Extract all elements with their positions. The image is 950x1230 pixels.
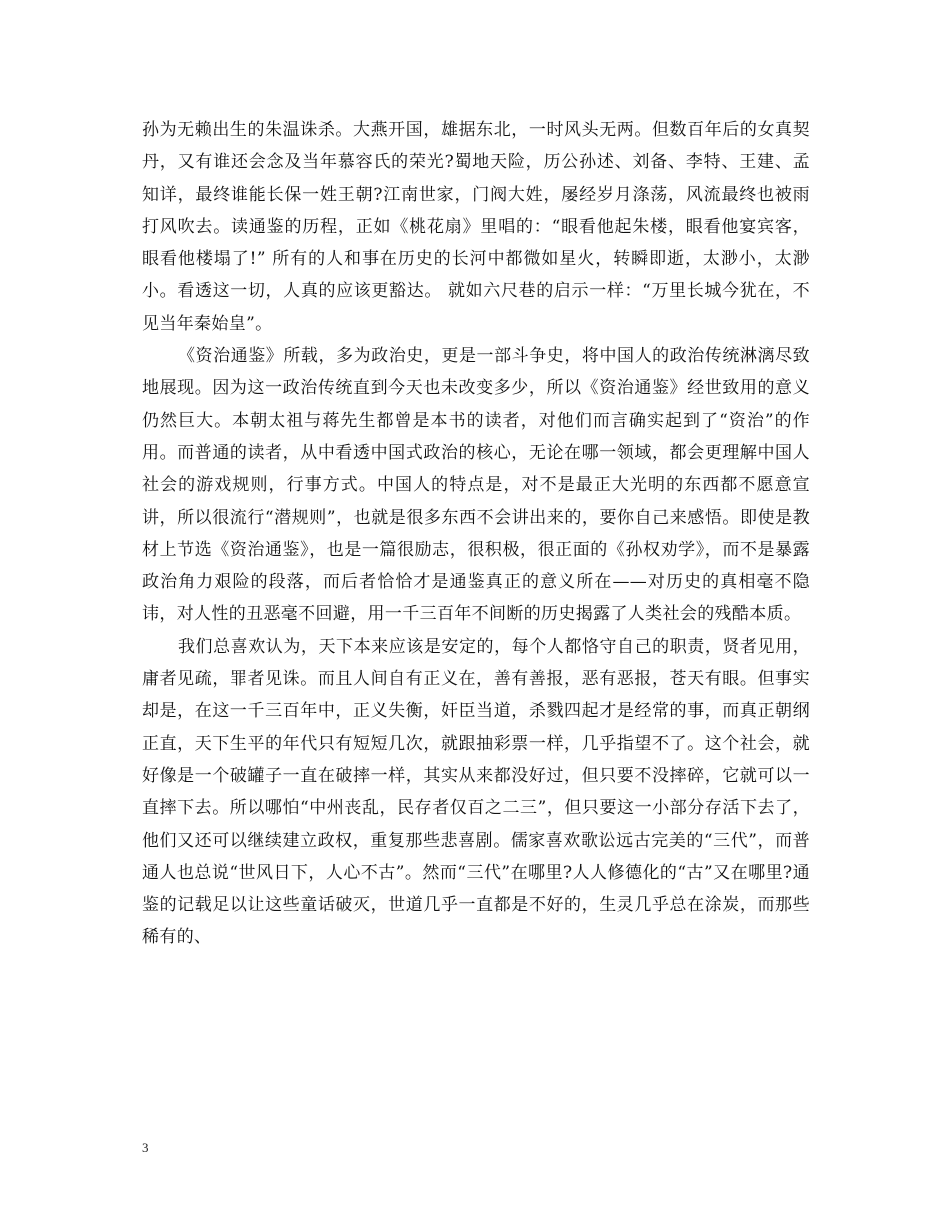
paragraph-1: 孙为无赖出生的朱温诛杀。大燕开国，雄据东北，一时风头无两。但数百年后的女真契丹，又有谁还会念及当年慕容氏的荣光?蜀地天险，历公孙述、刘备、李特、王建、孟知详，最终谁能长保一姓王朝?江南世家，门阀大姓，屡经岁月涤荡，风流最终也被雨打风吹去。读通鉴的历程，正如《桃花扇》里唱的：“眼看他起朱楼，眼看他宴宾客，眼看他楼塌了!” 所有的人和事在历史的长河中都微如星火，转瞬即逝，太渺小，太渺小。看透这一切，人真的应该更豁达。 就如六尺巷的启示一样：“万里长城今犹在，不见当年秦始皇”。: [142, 120, 810, 334]
page-number: 3: [142, 1140, 149, 1155]
body-text: [142, 114, 810, 954]
paragraph-2: 《资治通鉴》所载，多为政治史，更是一部斗争史，将中国人的政治传统淋漓尽致地展现。因为这一政治传统直到今天也未改变多少，所以《资治通鉴》经世致用的意义仍然巨大。本朝太祖与蒋先生都曾是本书的读者，对他们而言确实起到了“资治”的作用。而普通的读者，从中看透中国式政治的核心，无论在哪一领域，都会更理解中国人社会的游戏规则，行事方式。中国人的特点是，对不是最正大光明的东西都不愿意宣讲，所以很流行“潜规则”，也就是很多东西不会讲出来的，要你自己来感悟。即使是教材上节选《资治通鉴》，也是一篇很励志，很积极，很正面的《孙权劝学》，而不是暴露政治角力艰险的段落，而后者恰恰才是通鉴真正的意义所在——对历史的真相毫不隐讳，对人性的丑恶毫不回避，用一千三百年不间断的历史揭露了人类社会的残酷本质。: [142, 346, 810, 625]
paragraph-3: 我们总喜欢认为，天下本来应该是安定的，每个人都恪守自己的职责，贤者见用，庸者见疏，罪者见诛。而且人间自有正义在，善有善报，恶有恶报，苍天有眼。但事实却是，在这一千三百年中，正义失衡，奸臣当道，杀戮四起才是经常的事，而真正朝纲正直，天下生平的年代只有短短几次，就跟抽彩票一样，几乎指望不了。这个社会，就好像是一个破罐子一直在破摔一样，其实从来都没好过，但只要不没摔碎，它就可以一直摔下去。所以哪怕“中州丧乱，民存者仅百之二三”，但只要这一小部分存活下去了，他们又还可以继续建立政权，重复那些悲喜剧。儒家喜欢歌讼远古完美的“三代”，而普通人也总说“世风日下，人心不古”。然而“三代”在哪里?人人修德化的“古”又在哪里?通鉴的记载足以让这些童话破灭，世道几乎一直都是不好的，生灵几乎总在涂炭，而那些稀有的、: [142, 636, 810, 948]
